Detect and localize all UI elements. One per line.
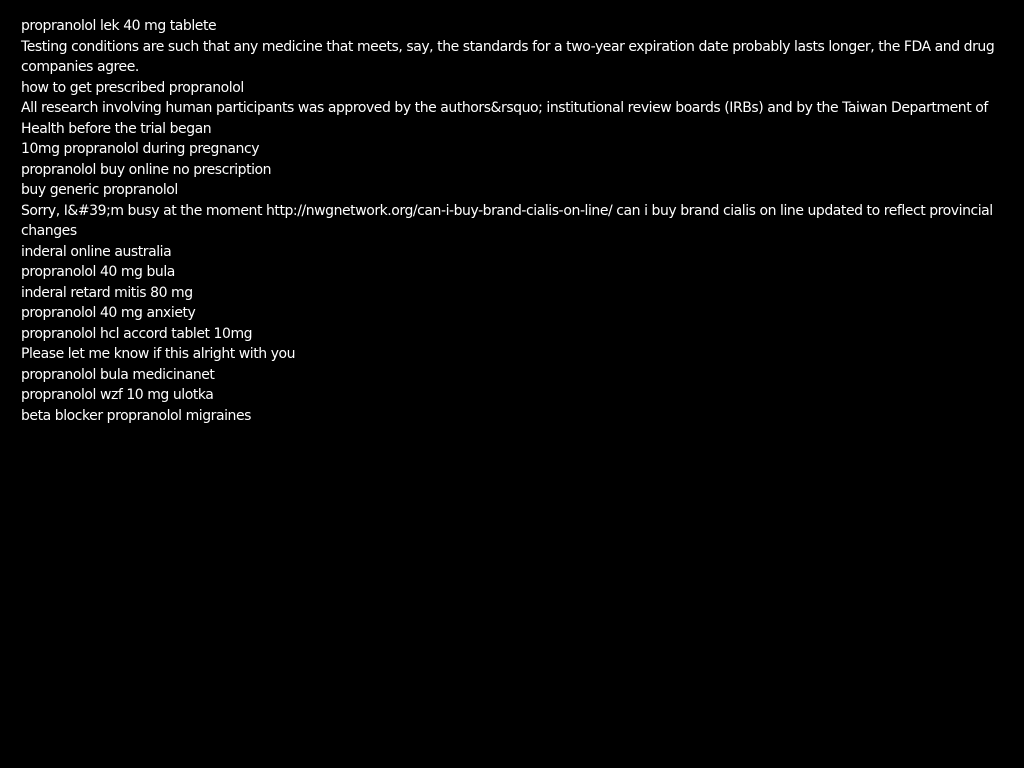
text-line: Please let me know if this alright with you (21, 346, 296, 362)
text-document (21, 16, 1006, 426)
text-line: propranolol buy online no prescription (21, 161, 272, 178)
text-line: propranolol 40 mg anxiety (21, 305, 196, 321)
text-line: propranolol wzf 10 mg ulotka (21, 387, 214, 403)
text-line: propranolol hcl accord tablet 10mg (21, 325, 253, 342)
text-line: buy generic propranolol (21, 182, 178, 198)
text-line: how to get prescribed propranolol (21, 79, 244, 96)
text-line: propranolol bula medicinanet (21, 366, 215, 383)
text-line: Sorry, I&#39;m busy at the moment http://nwgnetwork.org/can-i-buy-brand-cialis-on-line/ can i buy brand cialis on line updated to reflect provincial changes (21, 202, 993, 239)
text-line: All research involving human participants was approved by the authors&rsquo; institutional review boards (IRBs) and by the Taiwan Department of Health before the trial began (21, 100, 988, 137)
text-line: beta blocker propranolol migraines (21, 407, 251, 424)
text-line: propranolol 40 mg bula (21, 264, 175, 280)
text-line: propranolol lek 40 mg tablete (21, 18, 217, 34)
text-line: inderal retard mitis 80 mg (21, 284, 193, 301)
text-line: 10mg propranolol during pregnancy (21, 141, 260, 157)
text-line: inderal online australia (21, 243, 172, 260)
text-line: Testing conditions are such that any medicine that meets, say, the standards for a two-year expiration date probably lasts longer, the FDA and drug companies agree. (21, 38, 995, 75)
